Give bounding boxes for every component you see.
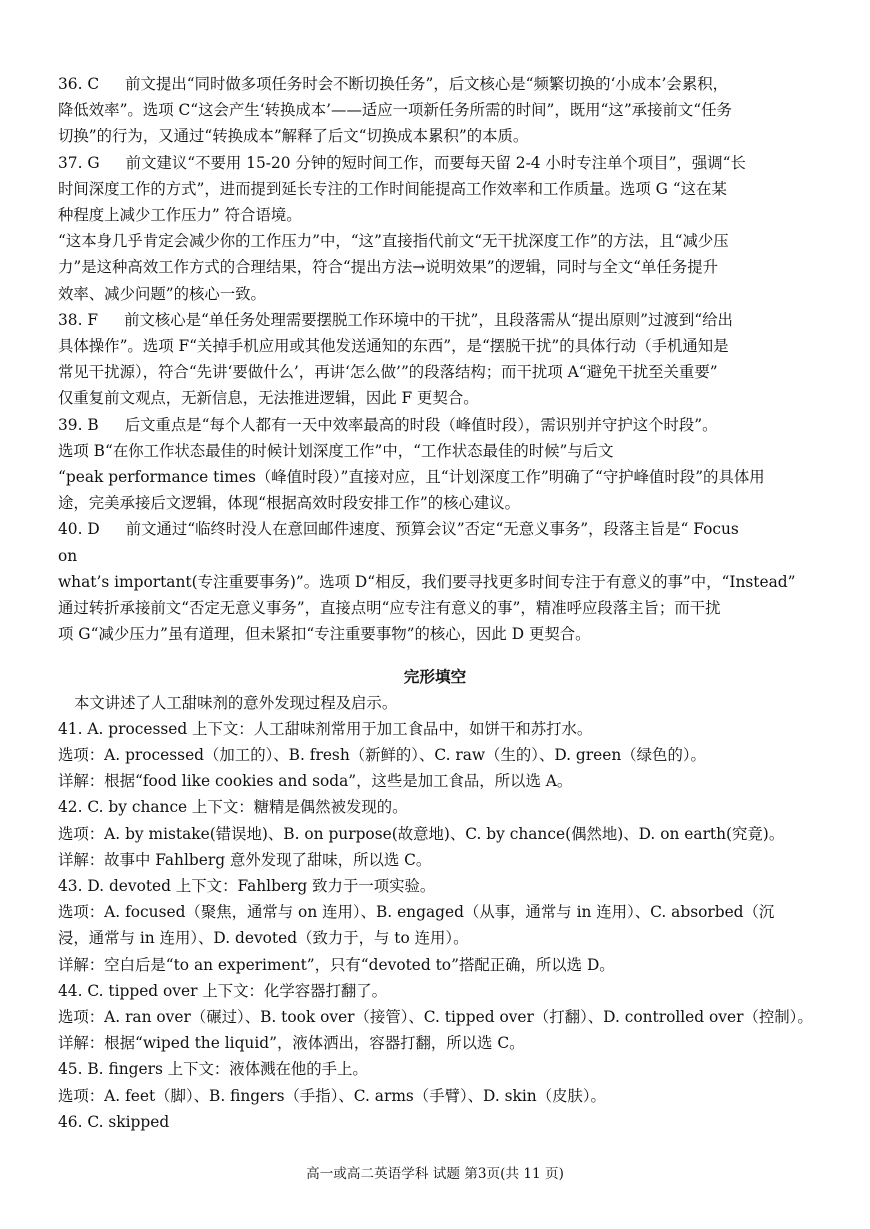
answer-line	[58, 125, 528, 147]
cloze-line: 详解：根据“food like cookies and soda”，这些是加工食品，所以选 A。	[58, 772, 573, 790]
answer-number: 37. G	[58, 154, 100, 172]
cloze-line: 详解：空白后是“to an experiment”，只有“devoted to”搭配正确，所以选 D。	[58, 956, 615, 974]
cloze-line	[58, 849, 431, 871]
cloze-line	[58, 1085, 606, 1107]
answer-text: 通过转折承接前文“否定无意义事务”，直接点明“应专注有意义的事”，精准呼应段落主旨；而干扰	[58, 599, 721, 617]
cloze-line	[58, 796, 408, 818]
cloze-line: 45. B. fingers 上下文：液体溅在他的手上。	[58, 1060, 368, 1078]
answer-line	[58, 73, 728, 95]
answer-text: 途，完美承接后文逻辑，体现“根据高效时段安排工作”的核心建议。	[58, 494, 521, 512]
cloze-line: 选项：A. processed（加工的）、B. fresh（新鲜的）、C. raw（生的）、D. green（绿色的）。	[58, 746, 706, 764]
cloze-line: 详解：根据“wiped the liquid”，液体洒出，容器打翻，所以选 C。	[58, 1034, 525, 1052]
answer-text: 前文提出“同时做多项任务时会不断切换任务”，后文核心是“频繁切换的‘小成本’会累积，	[125, 75, 728, 93]
answer-text: 效率、减少问题”的核心一致。	[58, 285, 266, 303]
answer-line	[58, 466, 765, 488]
answer-line	[58, 361, 718, 383]
answer-line	[58, 623, 591, 645]
cloze-line	[58, 1006, 813, 1028]
cloze-line	[58, 770, 572, 792]
answer-line	[58, 230, 729, 252]
answer-text: 前文建议“不要用 15-20 分钟的短时间工作，而要每天留 2-4 小时专注单个项目”，强调“长	[125, 154, 746, 172]
cloze-line: 46. C. skipped	[58, 1113, 170, 1131]
answer-text: 时间深度工作的方式”，进而提到延长专注的工作时间能提高工作效率和工作质量。选项 G “这在某	[58, 180, 727, 198]
answer-text: 力”是这种高效工作方式的合理结果，符合“提出方法→说明效果”的逻辑，同时与全文“单任务提升	[58, 258, 718, 276]
intro-line	[74, 692, 397, 714]
answer-text: “这本身几乎肯定会减少你的工作压力”中，“这”直接指代前文“无干扰深度工作”的方法，且“减少压	[58, 232, 729, 250]
answer-line	[58, 545, 77, 567]
answer-text: 仅重复前文观点，无新信息，无法推进逻辑，因此 F 更契合。	[58, 389, 479, 407]
cloze-line	[58, 875, 435, 897]
answer-line	[58, 256, 718, 278]
answer-line	[58, 335, 729, 357]
answer-text: 前文通过“临终时没人在意回邮件速度、预算会议”否定“无意义事务”，段落主旨是“ Focus	[125, 520, 739, 538]
cloze-line: 选项：A. focused（聚焦，通常与 on 连用）、B. engaged（从事，通常与 in 连用）、C. absorbed（沉	[58, 903, 775, 921]
page-footer: 高一或高二英语学科 试题 第3页(共 11 页)	[306, 1166, 564, 1182]
answer-text: 具体操作”。选项 F“关掉手机应用或其他发送通知的东西”，是“摆脱干扰”的具体行动（手机通知是	[58, 337, 729, 355]
answer-text: what’s important(专注重要事务)”。选项 D“相反，我们要寻找更多时间专注于有意义的事”中，“Instead”	[58, 573, 796, 591]
cloze-line: 详解：故事中 Fahlberg 意外发现了甜味，所以选 C。	[58, 851, 432, 869]
cloze-line	[58, 980, 387, 1002]
answer-line	[58, 414, 718, 436]
cloze-line: 42. C. by chance 上下文：糖精是偶然被发现的。	[58, 798, 408, 816]
answer-number: 38. F	[58, 311, 99, 329]
cloze-line	[58, 744, 706, 766]
answer-text: 种程度上减少工作压力” 符合语境。	[58, 206, 302, 224]
answer-text: 选项 B“在你工作状态最佳的时候计划深度工作”中，“工作状态最佳的时候”与后文	[58, 442, 614, 460]
answer-line	[58, 178, 727, 200]
cloze-line	[58, 1058, 368, 1080]
answer-line	[58, 518, 739, 540]
cloze-intro: 本文讲述了人工甜味剂的意外发现过程及启示。	[74, 694, 398, 712]
answer-number: 36. C	[58, 75, 100, 93]
cloze-line	[58, 823, 784, 845]
answer-number: 40. D	[58, 520, 100, 538]
answer-line	[58, 152, 746, 174]
cloze-line	[58, 954, 615, 976]
answer-text: 降低效率”。选项 C“这会产生‘转换成本’——适应一项新任务所需的时间”，既用“这”承接前文“任务	[58, 101, 732, 119]
cloze-line: 选项：A. ran over（碾过）、B. took over（接管）、C. tipped over（打翻）、D. controlled over（控制）。	[58, 1008, 813, 1026]
cloze-line: 选项：A. by mistake(错误地)、B. on purpose(故意地)、C. by chance(偶然地)、D. on earth(究竟)。	[58, 825, 785, 843]
answer-text: 前文核心是“单任务处理需要摆脱工作环境中的干扰”，且段落需从“提出原则”过渡到“给出	[124, 311, 733, 329]
answer-number: 39. B	[58, 416, 99, 434]
answer-text: on	[58, 547, 78, 565]
cloze-line: 浸，通常与 in 连用）、D. devoted（致力于，与 to 连用）。	[58, 929, 469, 947]
answer-text: “peak performance times（峰值时段）”直接对应，且“计划深度工作”明确了“守护峰值时段”的具体用	[58, 468, 765, 486]
answer-line	[58, 440, 614, 462]
answer-text: 常见干扰源），符合“先讲‘要做什么’，再讲‘怎么做’”的段落结构；而干扰项 A“避免干扰至关重要”	[58, 363, 718, 381]
answer-line	[58, 283, 266, 305]
answer-line	[58, 571, 795, 593]
cloze-line	[58, 1032, 525, 1054]
cloze-line: 41. A. processed 上下文：人工甜味剂常用于加工食品中，如饼干和苏打水。	[58, 720, 593, 738]
answer-text: 项 G“减少压力”虽有道理，但未紧扣“专注重要事物”的核心，因此 D 更契合。	[58, 625, 591, 643]
section-title: 完形填空	[403, 667, 467, 686]
answer-line	[58, 309, 733, 331]
cloze-line	[58, 901, 774, 923]
cloze-line: 43. D. devoted 上下文：Fahlberg 致力于一项实验。	[58, 877, 436, 895]
answer-line	[58, 204, 302, 226]
answer-text: 后文重点是“每个人都有一天中效率最高的时段（峰值时段），需识别并守护这个时段”。	[124, 416, 718, 434]
answer-line	[58, 597, 721, 619]
cloze-line: 选项：A. feet（脚）、B. fingers（手指）、C. arms（手臂）、D. skin（皮肤）。	[58, 1087, 606, 1105]
answer-line	[58, 492, 520, 514]
answer-line	[58, 387, 479, 409]
cloze-line	[58, 718, 592, 740]
cloze-line: 44. C. tipped over 上下文：化学容器打翻了。	[58, 982, 388, 1000]
answer-text: 切换”的行为，又通过“转换成本”解释了后文“切换成本累积”的本质。	[58, 127, 529, 145]
answer-line	[58, 99, 732, 121]
cloze-line	[58, 927, 469, 949]
cloze-line	[58, 1111, 169, 1133]
